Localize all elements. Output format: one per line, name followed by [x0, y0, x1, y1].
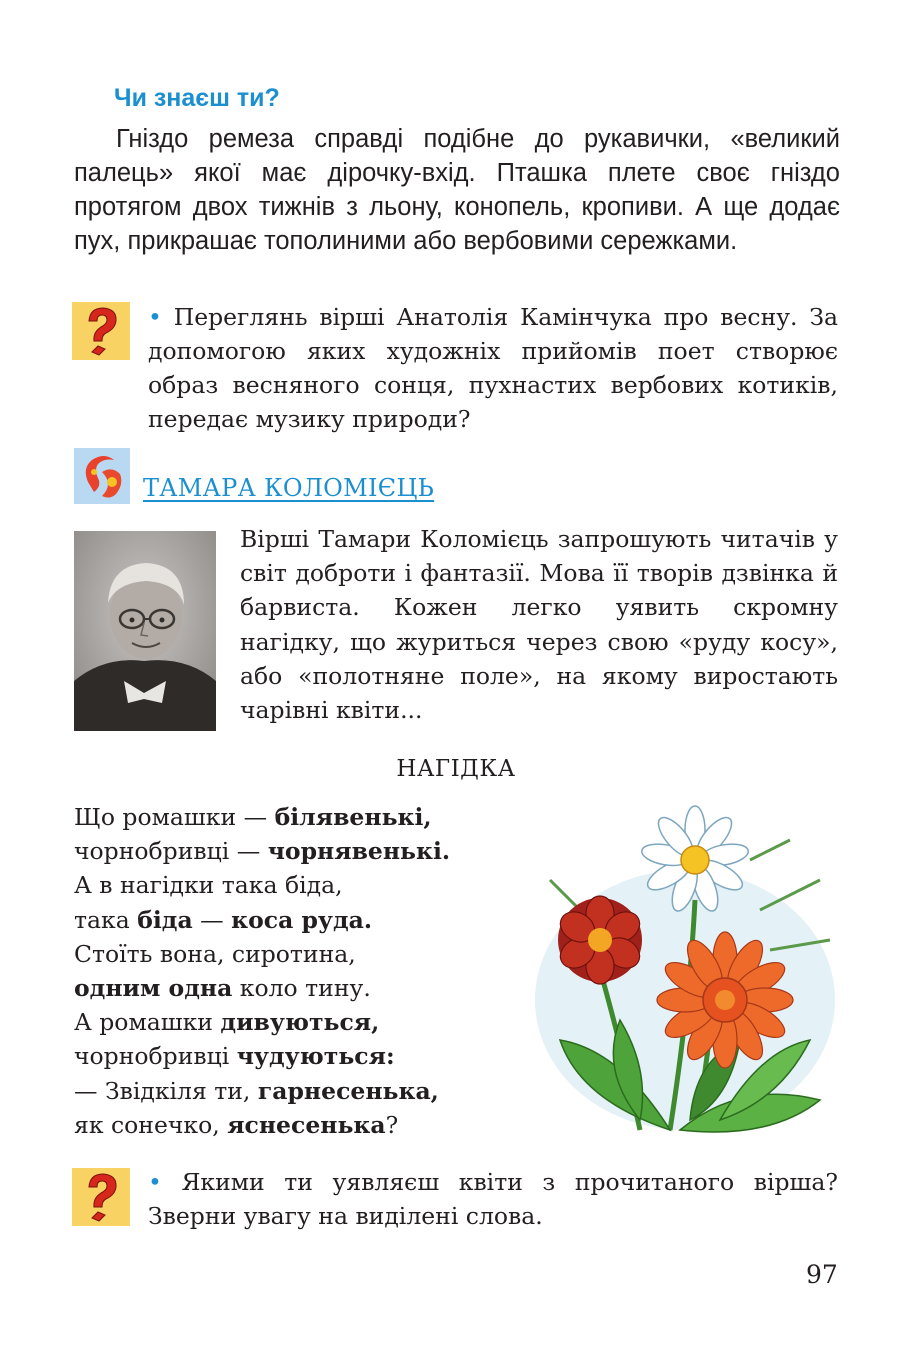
question-2-text: Якими ти уявляєш квіти з прочитаного вірша? Зверни увагу на виділені слова. — [148, 1168, 838, 1230]
poem-bold-word: дивуються, — [220, 1008, 380, 1037]
question-mark-icon — [72, 1168, 130, 1226]
question-mark-icon — [72, 302, 130, 360]
poem-text-segment: Що ромашки — — [74, 803, 275, 831]
poem-line — [74, 868, 450, 902]
flowers-illustration — [520, 800, 850, 1145]
poem-text-segment: А ромашки — [74, 1008, 221, 1037]
poet-emblem-icon — [74, 448, 130, 504]
poem-text-segment: чорнобривці — — [74, 837, 268, 866]
poem-title: НАГІДКА — [396, 756, 516, 782]
poem-bold-word: яснесенька — [227, 1110, 386, 1139]
poem-bold-word: гарнесенька, — [257, 1076, 439, 1105]
author-bio: Вірші Тамари Коломієць запрошують читачів у світ доброти і фантазії. Мова її творів дзвінка й барвиста. Кожен легко уявить скромну нагідку, що журиться через свою «руду косу», або «полотняне поле», на якому виростають чарівні квіти... — [240, 525, 838, 725]
page-number: 97 — [806, 1260, 838, 1289]
poem-text-segment: ? — [385, 1110, 399, 1139]
question-2 — [148, 1165, 838, 1233]
poem-text-segment: така — [74, 905, 138, 934]
poem-line — [74, 903, 450, 937]
poem-line — [74, 834, 450, 868]
poem-line — [74, 1074, 450, 1108]
poem-text-segment: як сонечко, — [74, 1110, 228, 1139]
poem-text-segment: коло тину. — [232, 974, 371, 1003]
poem-text-segment: чорнобривці — [74, 1042, 237, 1071]
author-heading: ТАМАРА КОЛОМІЄЦЬ — [143, 474, 435, 502]
poem-text-segment: — — [192, 905, 232, 934]
poem-line — [74, 1039, 450, 1073]
poem-text — [74, 800, 450, 1142]
poem-text-segment: Стоїть вона, сиротина, — [74, 939, 356, 968]
poem-bold-word: білявенькі, — [274, 803, 432, 831]
author-portrait — [74, 531, 216, 731]
bullet: • — [148, 303, 162, 331]
poem-line — [74, 937, 450, 971]
poem-line — [74, 1005, 450, 1039]
poem-text-segment: А в нагідки така біда, — [74, 871, 343, 900]
bullet: • — [148, 1168, 162, 1196]
question-1-text: Переглянь вірші Анатолія Камінчука про весну. За допомогою яких художніх прийомів поет створює образ весняного сонця, пухнастих вербових котиків, передає музику природи? — [148, 303, 838, 433]
poem-bold-word: чудуються: — [236, 1042, 395, 1071]
poem-text-segment: — Звідкіля ти, — [74, 1076, 258, 1105]
poem-bold-word: одним одна — [74, 974, 233, 1003]
poem-line — [74, 971, 450, 1005]
did-you-know-heading: Чи знаєш ти? — [114, 84, 280, 112]
poem-bold-word: біда — [137, 905, 193, 934]
poem-line — [74, 1108, 450, 1142]
poem-bold-word: коса руда. — [231, 905, 373, 934]
poem-line — [74, 800, 450, 834]
question-1 — [148, 300, 838, 436]
did-you-know-text: Гніздо ремеза справді подібне до рукавички, «великий палець» якої має дірочку-вхід. Пташка плете своє гніздо протягом двох тижнів з льону, конопель, кропиви. А ще додає пух, прикрашає тополиними або вербовими сережками. — [74, 125, 840, 255]
poem-bold-word: чорнявенькі. — [267, 837, 451, 866]
